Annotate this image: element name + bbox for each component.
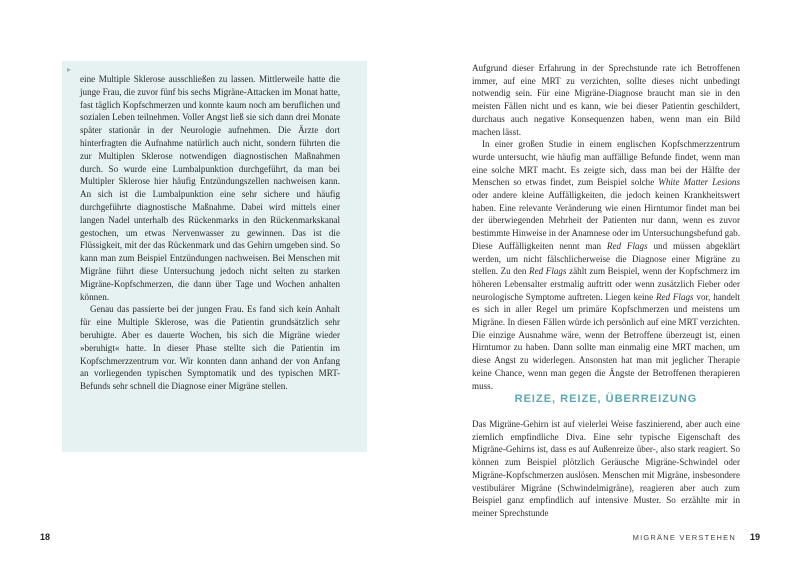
case-study-text [80,73,340,393]
box-paragraph: eine Multiple Sklerose ausschließen zu lassen. Mittlerweile hatte die junge Frau, die zuvor fünf bis sechs Migräne-Attacken im Monat hatte, fast täglich Kopfschmerzen und konnte kaum noch am beruflichen und sozialen Leben teilnehmen. Voller Angst ließ sie sich dann drei Monate später stationär in der Neurologie aufnehmen. Die Ärzte dort hinterfragten die Aufnahme natürlich auch nicht, sondern führten die zur Multiplen Sklerose notwendigen diagnostischen Maßnahmen durch. So wurde eine Lumbalpunktion durchgeführt, da man bei Multipler Sklerose hier häufig Entzündungszellen nachweisen kann. An sich ist die Lumbalpunktion eine sehr sichere und häufig durchgeführte diagnostische Maßnahme. Dabei wird mittels einer langen Nadel unterhalb des Rückenmarks in den Rückenmarkskanal gestochen, um etwas Nervenwasser zu gewinnen. Das ist die Flüssigkeit, mit der das Rückenmark und das Gehirn umgeben sind. So kann man zum Beispiel Entzündungen nachweisen. Bei Menschen mit Migräne führt diese Untersuchung jedoch nicht selten zu starken Migräne-Kopfschmerzen, die dann über Tage und Wochen anhalten können. [80,74,340,302]
page-number-left: 18 [40,532,51,542]
body-text-bottom [472,418,740,520]
paragraph: In einer großen Studie in einem englischen Kopfschmerzzentrum wurde untersucht, wie häufig man auffällige Befunde findet, wenn man eine solche MRT macht. Es zeigte sich, dass man bei der Hälfte der Menschen so etwas findet, zum Beispiel solche White Matter Lesions oder andere kleine Auffälligkeiten, die jedoch keinen Krankheitswert haben. Eine relevante Veränderung wie einen Hirntumor findet man bei der überwiegenden Mehrheit der Patienten nur dann, wenn es zuvor bestimmte Hinweise in der Anamnese oder im Untersuchungsbefund gab. Diese Auffälligkeiten nennt man Red Flags und müssen abgeklärt werden, um nicht fälschlicherweise die Diagnose einer Migräne zu stellen. Zu den Red Flags zählt zum Beispiel, wenn der Kopfschmerz im höheren Lebensalter erstmalig auftritt oder wenn zusätzlich Fieber oder neurologische Symptome auftreten. Liegen keine Red Flags vor, handelt es sich in aller Regel um primäre Kopfschmerzen und meistens um Migräne. In diesen Fällen würde ich persönlich auf eine MRT verzichten. Die einzige Ausnahme wäre, wenn der Betroffene überzeugt ist, einen Hirntumor zu haben. Dann sollte man einmalig eine MRT machen, um diese Angst zu widerlegen. Ansonsten hat man mit jeglicher Therapie keine Chance, wenn man gegen die Ängste der Betroffenen therapieren muss. [472,139,740,391]
emphasis: White Matter Lesions [658,177,740,188]
running-head: MIGRÄNE VERSTEHEN [632,533,736,542]
paragraph: Aufgrund dieser Erfahrung in der Sprechstunde rate ich Betroffenen immer, auf eine MRT zu verzichten, sollte dieses nicht unbedingt notwendig sein. Für eine Migräne-Diagnose braucht man sie in den meisten Fällen nicht und es kann, wie bei dieser Patientin geschildert, durchaus auch negative Konsequenzen haben, wenn man ein Bild machen lässt. [472,63,740,137]
emphasis: Red Flags [529,266,567,277]
section-heading: REIZE, REIZE, ÜBERREIZUNG [514,393,698,405]
triangle-marker-icon: ▸ [67,65,72,74]
box-paragraph: Genau das passierte bei der jungen Frau. Es fand sich kein Anhalt für eine Multiple Sklerose, was die Patientin grundsätzlich sehr beruhigte. Aber es dauerte Wochen, bis sich die Migräne wieder »beruhigt« hatte. In dieser Phase stellte sich die Patientin im Kopfschmerzzentrum vor. Wir konnten dann anhand der von Anfang an vorliegenden typischen Symptomatik und des typischen MRT-Befunds sehr schnell die Diagnose einer Migräne stellen. [80,304,340,392]
paragraph: Das Migräne-Gehirn ist auf vielerlei Weise faszinierend, aber auch eine ziemlich empfindliche Diva. Eine sehr typische Eigenschaft des Migräne-Gehirns ist, dass es auf Außenreize über-, also stark reagiert. So können zum Beispiel plötzlich Geräusche Migräne-Schwindel oder Migräne-Kopfschmerzen auslösen. Menschen mit Migräne, insbesondere vestibulärer Migräne (Schwindelmigräne), reagieren aber auch zum Beispiel ganz empfindlich auf intensive Muster. So erzählte mir in meiner Sprechstunde [472,419,740,518]
emphasis: Red Flags [655,291,694,302]
case-study-box [62,61,367,452]
body-text-top [472,62,740,392]
right-page [400,0,800,568]
emphasis: Red Flags [606,240,648,251]
page-number-right: 19 [749,532,760,542]
